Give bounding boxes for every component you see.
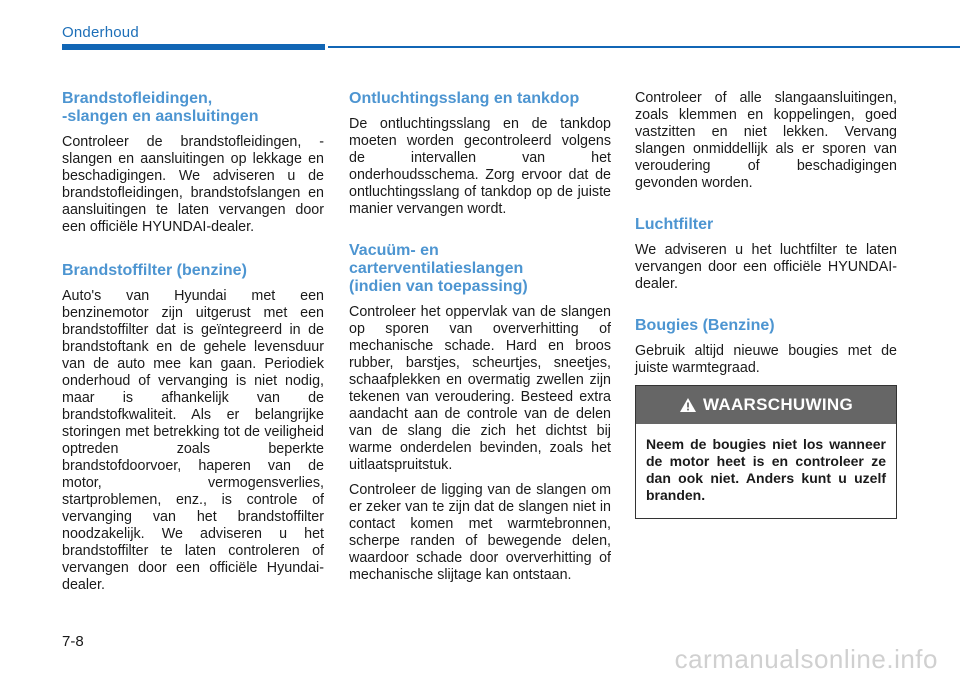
warning-text: Neem de bougies niet los wanneer de motor heet is en controleer ze dan ook niet. Anders kunt u uzelf branden. [646,436,886,503]
page-number: 7-8 [62,633,84,650]
column-3 [635,90,897,519]
paragraph-air-filter: We adviseren u het luchtfilter te laten vervangen door een officiële HYUNDAI-dealer. [635,242,897,292]
column-1 [62,90,324,602]
paragraph-fuel-lines: Controleer de brandstofleidingen, -slangen en aansluitingen op lekkage en beschadigingen. We adviseren u de brandstofleidingen, brandstofslangen en aansluitingen te laten vervangen door een officiële HYUNDAI-dealer. [62,134,324,235]
warning-header [636,386,896,424]
warning-box [635,385,897,519]
watermark: carmanualsonline.info [674,644,938,674]
heading-vacuum-hoses: Vacuüm- en carterventilatieslangen (indien van toepassing) [349,242,528,295]
warning-triangle-icon [679,397,697,413]
heading-fuel-filter: Brandstoffilter (benzine) [62,262,247,279]
section-label: Onderhoud [62,24,139,41]
heading-vent-hose: Ontluchtingsslang en tankdop [349,90,580,107]
warning-title: WAARSCHUWING [703,395,853,414]
heading-fuel-lines: Brandstofleidingen, -slangen en aansluitingen [62,90,259,125]
heading-air-filter: Luchtfilter [635,216,714,233]
column-2 [349,90,611,592]
header-rule [328,46,960,48]
header-bar-accent [62,44,325,50]
paragraph-vacuum-hoses-2: Controleer de ligging van de slangen om er zeker van te zijn dat de slangen niet in contact komen met warmtebronnen, scherpe randen of bewegende delen, waardoor schade door oververhitting of mechanische slijtage kan ontstaan. [349,482,611,583]
paragraph-hose-connections: Controleer of alle slangaansluitingen, zoals klemmen en koppelingen, goed vastzitten en niet lekken. Vervang slangen onmiddellijk als er sporen van veroudering of beschadigingen gevonden worden. [635,90,897,191]
paragraph-spark-plugs: Gebruik altijd nieuwe bougies met de juiste warmtegraad. [635,343,897,376]
paragraph-vacuum-hoses-1: Controleer het oppervlak van de slangen op sporen van oververhitting of mechanische schade. Hard en broos rubber, barstjes, scheurtjes, sneetjes, schaafplekken en overmatig zwellen zijn tekenen van veroudering. Besteed extra aandacht aan de controle van de delen van de slang die zich het dichtst bij warme onderdelen bevinden, zoals het uitlaatspruitstuk. [349,304,611,473]
paragraph-fuel-filter: Auto's van Hyundai met een benzinemotor zijn uitgerust met een brandstoffilter dat is geïntegreerd in de brandstoftank en de gehele levensduur van de auto mee kan gaan. Periodiek onderhoud of vervanging is niet nodig, maar is afhankelijk van de brandstofkwaliteit. Als er belangrijke storingen met betrekking tot de veiligheid optreden zoals beperkte brandstofdoorvoer, haperen van de motor, vermogensverlies, startproblemen, enz., is controle of vervanging van het brandstoffilter noodzakelijk. We adviseren u het brandstoffilter te laten controleren of vervangen door een officiële Hyundai-dealer. [62,288,324,593]
paragraph-vent-hose: De ontluchtingsslang en de tankdop moeten worden gecontroleerd volgens de intervallen van het onderhoudsschema. Zorg ervoor dat de ontluchtingsslang of tankdop op de juiste manier vervangen wordt. [349,116,611,217]
heading-spark-plugs: Bougies (Benzine) [635,317,775,334]
